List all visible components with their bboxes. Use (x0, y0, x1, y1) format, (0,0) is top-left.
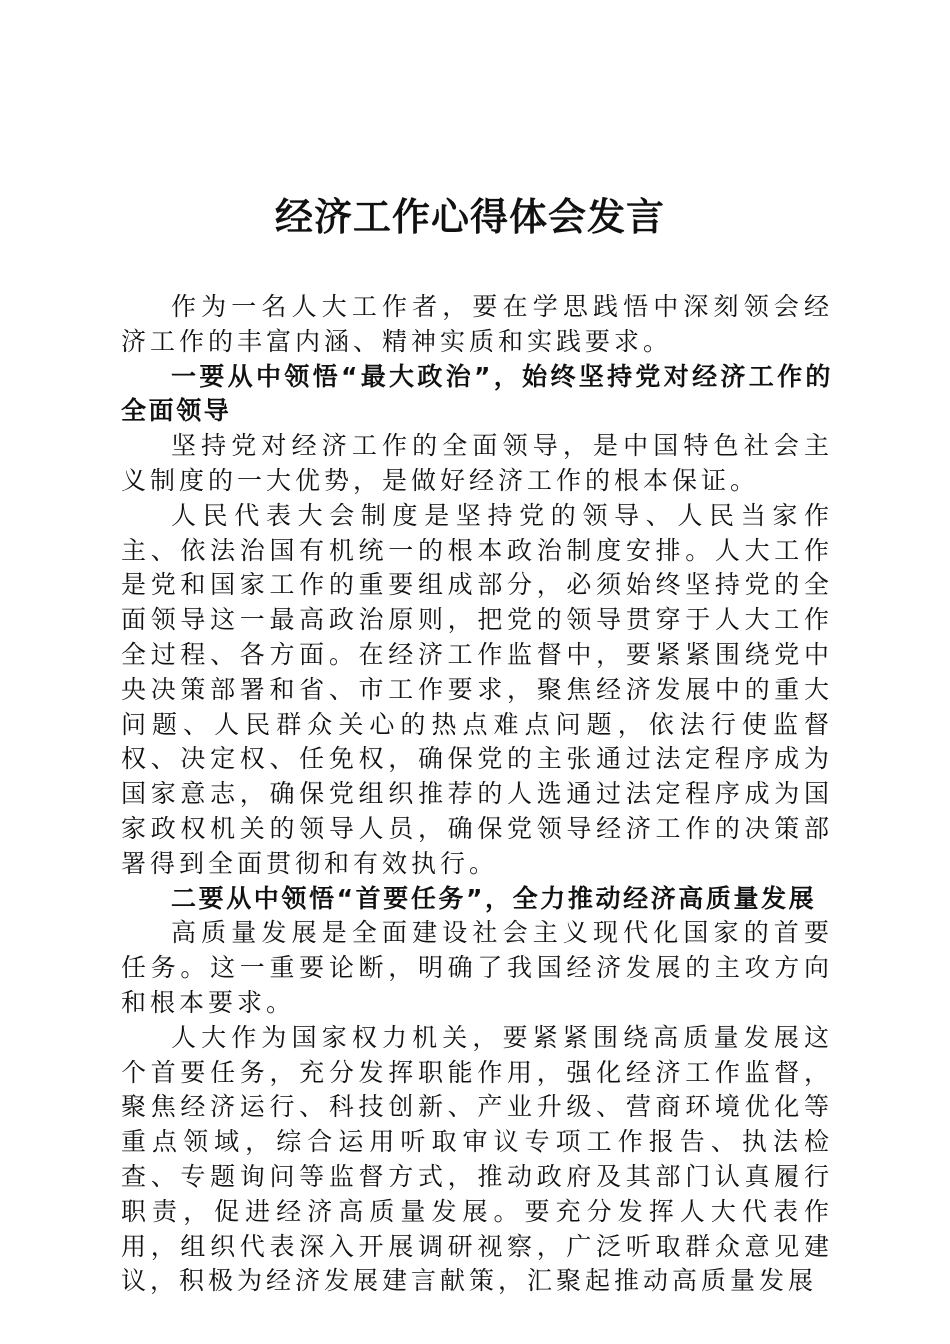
paragraph: 人民代表大会制度是坚持党的领导、人民当家作主、依法治国有机统一的根本政治制度安排。人大工作是党和国家工作的重要组成部分，必须始终坚持党的全面领导这一最高政治原则，把党的领导贯穿于人大工作全过程、各方面。在经济工作监督中，要紧紧围绕党中央决策部署和省、市工作要求，聚焦经济发展中的重大问题、人民群众关心的热点难点问题，依法行使监督权、决定权、任免权，确保党的主张通过法定程序成为国家意志，确保党组织推荐的人选通过法定程序成为国家政权机关的领导人员，确保党领导经济工作的决策部署得到全面贯彻和有效执行。 (121, 500, 833, 878)
paragraph: 人大作为国家权力机关，要紧紧围绕高质量发展这个首要任务，充分发挥职能作用，强化经济工作监督，聚焦经济运行、科技创新、产业升级、营商环境优化等重点领域，综合运用听取审议专项工作报告、执法检查、专题询问等监督方式，推动政府及其部门认真履行职责，促进经济高质量发展。要充分发挥人大代表作用，组织代表深入开展调研视察，广泛听取群众意见建议，积极为经济发展建言献策，汇聚起推动高质量发展 (121, 1022, 833, 1296)
paragraph: 高质量发展是全面建设社会主义现代化国家的首要任务。这一重要论断，明确了我国经济发展的主攻方向和根本要求。 (121, 918, 833, 1017)
paragraph-intro: 作为一名人大工作者，要在学思践悟中深刻领会经济工作的丰富内涵、精神实质和实践要求。 (121, 292, 833, 356)
section-heading-2: 二要从中领悟“首要任务”，全力推动经济高质量发展 (171, 883, 817, 913)
paragraph: 坚持党对经济工作的全面领导，是中国特色社会主义制度的一大优势，是做好经济工作的根本保证。 (121, 431, 833, 495)
document-body (121, 290, 833, 1299)
document-title: 经济工作心得体会发言 (274, 194, 665, 239)
section-heading-1: 一要从中领悟“最大政治”，始终坚持党对经济工作的全面领导 (121, 361, 833, 426)
